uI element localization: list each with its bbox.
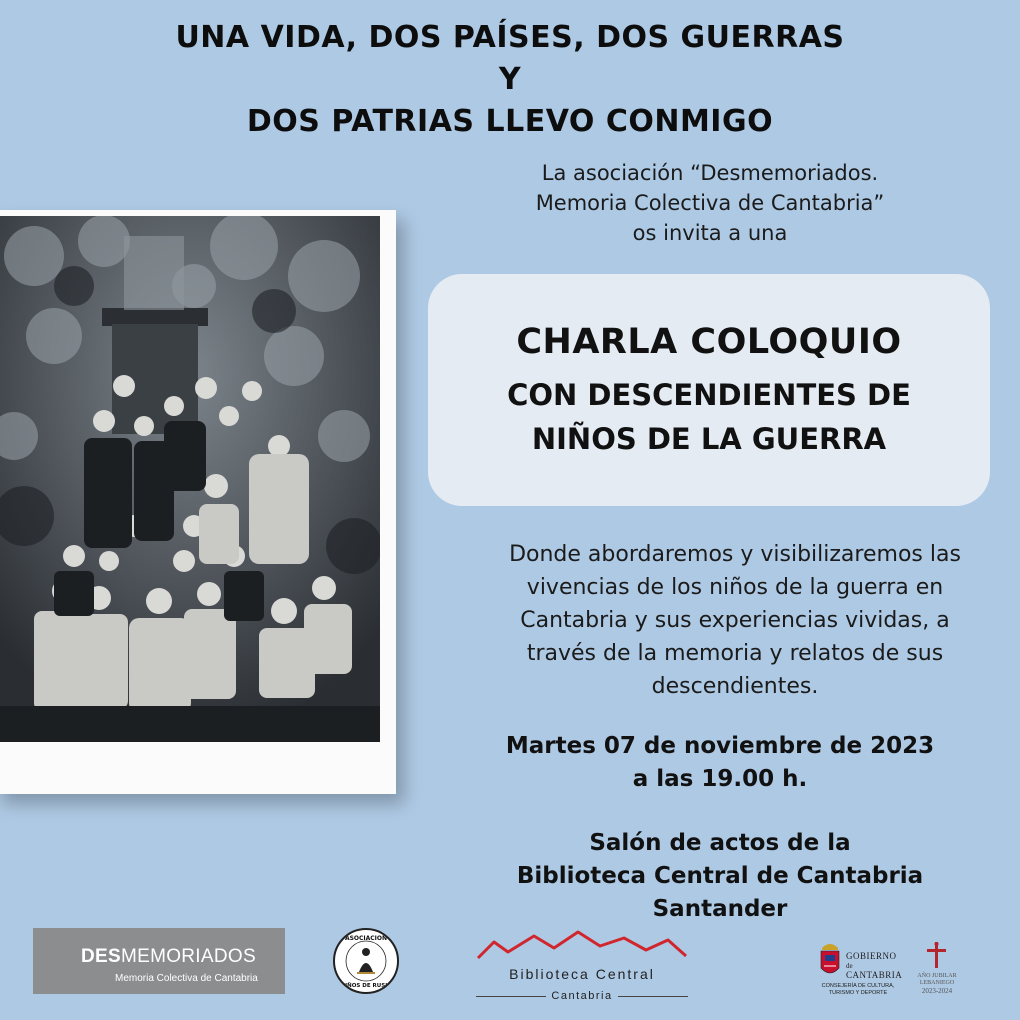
event-description (460, 538, 1010, 703)
charla-heading: CHARLA COLOQUIO (516, 322, 902, 362)
cantabria-coat-of-arms-icon (818, 940, 842, 980)
event-date: Martes 07 de noviembre de 2023 (505, 733, 935, 759)
ninos-rusia-top-text: ASOCIACION (344, 935, 388, 942)
ninos-de-rusia-emblem-icon (335, 930, 397, 992)
gobierno-line-1: GOBIERNO (846, 951, 897, 961)
venue-line-1: Salón de actos de la (589, 830, 851, 856)
ninos-de-rusia-logo (333, 928, 399, 994)
description-line: vivencias de los niños de la guerra en (526, 575, 944, 600)
jubilar-line-2: LEBANIEGO (919, 980, 955, 986)
gobierno-line-3: CANTABRIA (846, 970, 903, 980)
intro-line-1: La asociación “Desmemoriados. (541, 161, 879, 185)
venue-line-2: Biblioteca Central de Cantabria (516, 863, 924, 889)
desmemoriados-subtitle: Memoria Colectiva de Cantabria (115, 973, 258, 984)
jubilar-line-1: AÑO JUBILAR (917, 973, 957, 979)
venue-line-3: Santander (652, 896, 788, 922)
desmemoriados-rest: MEMORIADOS (120, 946, 256, 967)
jubilar-line-3: 2023-2024 (921, 987, 953, 995)
intro-line-3: os invita a una (632, 221, 788, 245)
biblioteca-roofline-icon (474, 928, 690, 964)
description-line: Cantabria y sus experiencias vividas, a (520, 608, 950, 633)
intro-text (440, 158, 980, 248)
charla-subheading-1: CON DESCENDIENTES DE (507, 378, 911, 412)
biblioteca-subtitle: Cantabria (551, 990, 613, 1002)
description-line: Donde abordaremos y visibilizaremos las (509, 542, 961, 567)
desmemoriados-bold: DES (81, 946, 121, 967)
biblioteca-name: Biblioteca Central (509, 966, 655, 982)
charla-subheading-2: NIÑOS DE LA GUERRA (531, 422, 887, 456)
title-line-3: DOS PATRIAS LLEVO CONMIGO (246, 104, 774, 139)
description-line: descendientes. (651, 674, 819, 699)
title-line-2: Y (498, 62, 522, 97)
description-line: través de la memoria y relatos de sus (526, 641, 944, 666)
gobierno-line-5: TURISMO Y DEPORTE (828, 990, 888, 996)
intro-line-2: Memoria Colectiva de Cantabria” (535, 191, 885, 215)
gobierno-line-2: de (846, 962, 853, 970)
desmemoriados-wordmark (81, 946, 256, 968)
jubilar-cross-icon (924, 940, 950, 970)
ninos-rusia-bottom-text: NIÑOS DE RUSIA (340, 983, 392, 989)
gobierno-line-4: CONSEJERÍA DE CULTURA, (821, 983, 895, 989)
event-time: a las 19.00 h. (632, 766, 808, 792)
photo-frame (0, 210, 396, 794)
historical-group-photo (0, 216, 380, 742)
charla-coloquio-box (428, 274, 990, 506)
photo-illustration (0, 216, 380, 742)
desmemoriados-logo (33, 928, 285, 994)
title-line-1: UNA VIDA, DOS PAÍSES, DOS GUERRAS (175, 20, 845, 55)
